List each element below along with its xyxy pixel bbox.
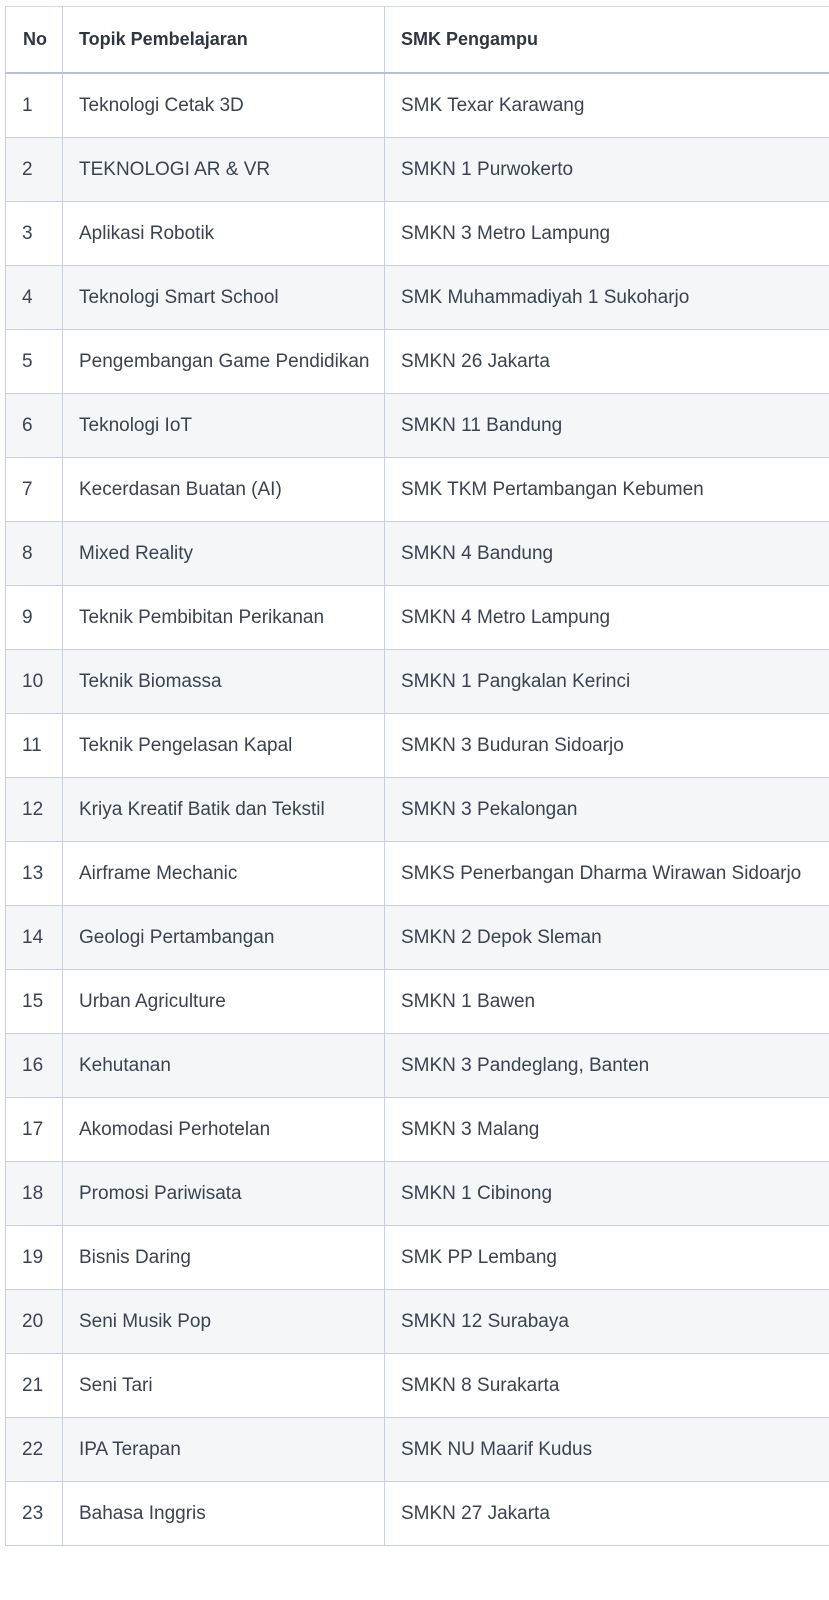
cell-school: SMKN 4 Bandung xyxy=(385,522,829,586)
cell-topic: Kecerdasan Buatan (AI) xyxy=(63,458,385,522)
cell-no: 2 xyxy=(6,138,63,202)
table-row xyxy=(6,650,829,714)
cell-no: 6 xyxy=(6,394,63,458)
cell-no: 22 xyxy=(6,1418,63,1482)
table-row xyxy=(6,522,829,586)
cell-no: 15 xyxy=(6,970,63,1034)
table-row xyxy=(6,202,829,266)
cell-no: 23 xyxy=(6,1482,63,1546)
cell-topic: Seni Musik Pop xyxy=(63,1290,385,1354)
cell-school: SMKN 12 Surabaya xyxy=(385,1290,829,1354)
topic-table-container xyxy=(5,6,829,1546)
cell-school: SMKN 3 Malang xyxy=(385,1098,829,1162)
cell-topic: Bahasa Inggris xyxy=(63,1482,385,1546)
cell-topic: Promosi Pariwisata xyxy=(63,1162,385,1226)
table-row xyxy=(6,73,829,138)
cell-no: 21 xyxy=(6,1354,63,1418)
table-body xyxy=(6,73,829,1546)
table-row xyxy=(6,1354,829,1418)
cell-no: 17 xyxy=(6,1098,63,1162)
cell-topic: TEKNOLOGI AR & VR xyxy=(63,138,385,202)
header-school: SMK Pengampu xyxy=(385,7,829,74)
cell-no: 7 xyxy=(6,458,63,522)
cell-topic: Bisnis Daring xyxy=(63,1226,385,1290)
cell-school: SMKN 1 Pangkalan Kerinci xyxy=(385,650,829,714)
table-row xyxy=(6,266,829,330)
table-row xyxy=(6,714,829,778)
cell-school: SMK Muhammadiyah 1 Sukoharjo xyxy=(385,266,829,330)
table-row xyxy=(6,1226,829,1290)
cell-school: SMKN 1 Purwokerto xyxy=(385,138,829,202)
cell-school: SMKS Penerbangan Dharma Wirawan Sidoarjo xyxy=(385,842,829,906)
cell-no: 9 xyxy=(6,586,63,650)
cell-no: 5 xyxy=(6,330,63,394)
cell-no: 18 xyxy=(6,1162,63,1226)
table-row xyxy=(6,842,829,906)
cell-school: SMK NU Maarif Kudus xyxy=(385,1418,829,1482)
cell-no: 20 xyxy=(6,1290,63,1354)
cell-topic: Teknologi Cetak 3D xyxy=(63,73,385,138)
cell-no: 1 xyxy=(6,73,63,138)
table-row xyxy=(6,1482,829,1546)
table-row xyxy=(6,1034,829,1098)
cell-topic: Mixed Reality xyxy=(63,522,385,586)
cell-school: SMKN 3 Pandeglang, Banten xyxy=(385,1034,829,1098)
cell-school: SMKN 2 Depok Sleman xyxy=(385,906,829,970)
cell-school: SMK TKM Pertambangan Kebumen xyxy=(385,458,829,522)
cell-topic: Teknik Biomassa xyxy=(63,650,385,714)
cell-no: 13 xyxy=(6,842,63,906)
cell-no: 16 xyxy=(6,1034,63,1098)
cell-school: SMKN 3 Metro Lampung xyxy=(385,202,829,266)
table-row xyxy=(6,586,829,650)
cell-topic: Airframe Mechanic xyxy=(63,842,385,906)
cell-school: SMKN 1 Bawen xyxy=(385,970,829,1034)
cell-school: SMKN 26 Jakarta xyxy=(385,330,829,394)
table-row xyxy=(6,906,829,970)
cell-topic: Kehutanan xyxy=(63,1034,385,1098)
cell-topic: Akomodasi Perhotelan xyxy=(63,1098,385,1162)
cell-school: SMKN 8 Surakarta xyxy=(385,1354,829,1418)
cell-topic: Teknologi IoT xyxy=(63,394,385,458)
cell-no: 11 xyxy=(6,714,63,778)
cell-no: 8 xyxy=(6,522,63,586)
cell-topic: Teknik Pengelasan Kapal xyxy=(63,714,385,778)
cell-topic: Seni Tari xyxy=(63,1354,385,1418)
cell-school: SMK Texar Karawang xyxy=(385,73,829,138)
header-row xyxy=(6,7,829,74)
cell-topic: IPA Terapan xyxy=(63,1418,385,1482)
table-row xyxy=(6,970,829,1034)
cell-school: SMKN 3 Buduran Sidoarjo xyxy=(385,714,829,778)
cell-school: SMKN 11 Bandung xyxy=(385,394,829,458)
cell-school: SMKN 1 Cibinong xyxy=(385,1162,829,1226)
header-no: No xyxy=(6,7,63,74)
table-row xyxy=(6,1418,829,1482)
table-row xyxy=(6,330,829,394)
cell-school: SMKN 4 Metro Lampung xyxy=(385,586,829,650)
cell-no: 14 xyxy=(6,906,63,970)
table-row xyxy=(6,778,829,842)
table-row xyxy=(6,1290,829,1354)
cell-topic: Aplikasi Robotik xyxy=(63,202,385,266)
cell-school: SMK PP Lembang xyxy=(385,1226,829,1290)
table-header xyxy=(6,7,829,74)
cell-no: 3 xyxy=(6,202,63,266)
cell-topic: Teknik Pembibitan Perikanan xyxy=(63,586,385,650)
table-row xyxy=(6,458,829,522)
cell-no: 19 xyxy=(6,1226,63,1290)
cell-topic: Pengembangan Game Pendidikan xyxy=(63,330,385,394)
cell-school: SMKN 27 Jakarta xyxy=(385,1482,829,1546)
table-row xyxy=(6,138,829,202)
topic-table xyxy=(5,6,829,1546)
cell-topic: Kriya Kreatif Batik dan Tekstil xyxy=(63,778,385,842)
cell-no: 4 xyxy=(6,266,63,330)
table-row xyxy=(6,394,829,458)
cell-no: 10 xyxy=(6,650,63,714)
table-row xyxy=(6,1162,829,1226)
cell-no: 12 xyxy=(6,778,63,842)
cell-school: SMKN 3 Pekalongan xyxy=(385,778,829,842)
cell-topic: Geologi Pertambangan xyxy=(63,906,385,970)
table-row xyxy=(6,1098,829,1162)
header-topic: Topik Pembelajaran xyxy=(63,7,385,74)
cell-topic: Teknologi Smart School xyxy=(63,266,385,330)
cell-topic: Urban Agriculture xyxy=(63,970,385,1034)
